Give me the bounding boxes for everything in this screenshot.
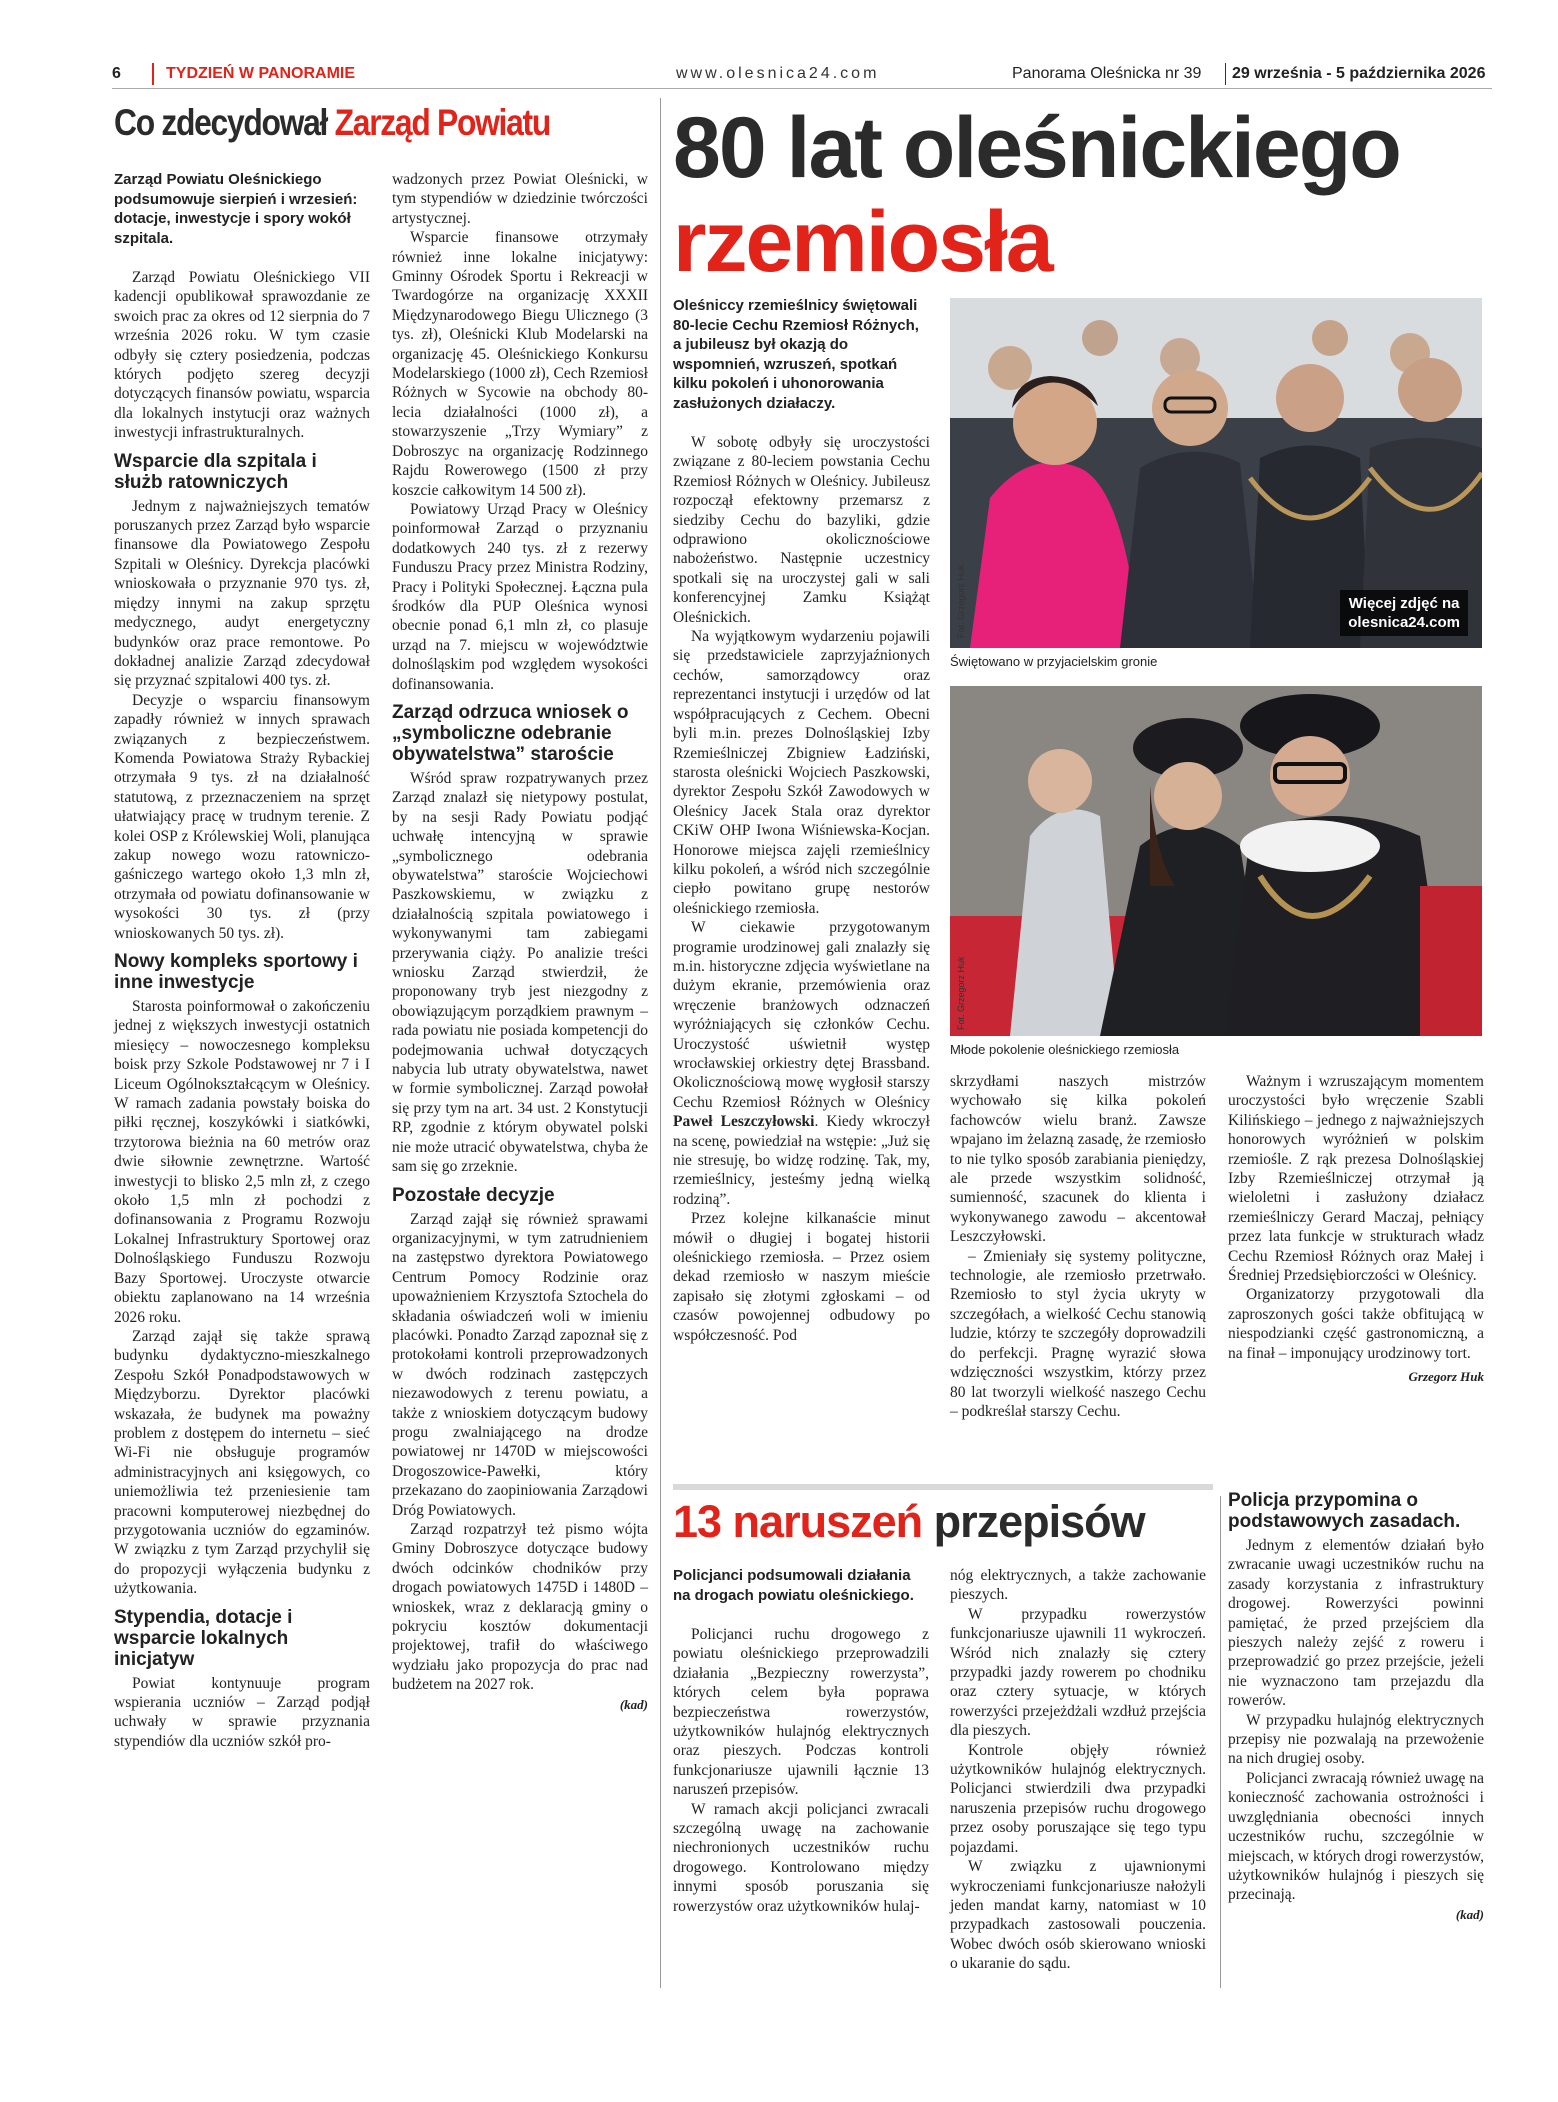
- author-sign: (kad): [1455, 1906, 1484, 1922]
- photo-young-generation-illustration: [950, 686, 1482, 1036]
- article-title: [673, 1496, 1145, 1548]
- photo-credit: Fot. Grzegorz Huk: [956, 564, 966, 638]
- website: www.olesnica24.com: [676, 65, 880, 82]
- paragraph: Zarząd zajął się także sprawą budynku dydaktyczno-mieszkalnego Zespołu Szkół Ponadpodstawowych w Międzyborzu. Dyrektor placówki wskazała, że budynek ma poważny problem z dostępem do internetu – sieć Wi-Fi nie obsługuje programów administracyjnych ani księgowych, co uniemożliwia też przeniesienie tam pracowni komputerowej niezbędnej do przygotowania uczniów do egzaminów. W związku z tym Zarząd przychylił się do propozycji wyłączenia budynku z użytkowania.: [114, 1327, 370, 1598]
- paragraph: Powiat kontynuuje program wspierania uczniów – Zarząd podjął uchwały w sprawie przyznania stypendiów dla uczniów szkół pro-: [114, 1674, 370, 1750]
- article-column-2: [950, 1566, 1206, 1974]
- article-column-3: [1228, 1490, 1484, 1924]
- photo-celebration: [950, 298, 1482, 648]
- paragraph: – Zmieniały się systemy polityczne, technologie, ale rzemiosło przetrwało. Rzemiosło to styl życia ukryty w szczegółach, a wielkość Cechu stanowią ludzie, którzy te szczegóły doprowadzili do perfekcji. Pragnę wyrazić słowa wdzięczności wszystkim, którzy przez 80 lat tworzyli wielkość naszego Cechu – podkreślał starszy Cechu.: [950, 1247, 1206, 1420]
- photo-caption: Młode pokolenie oleśnickiego rzemiosła: [950, 1042, 1180, 1057]
- title-part-b: przepisów: [933, 1496, 1145, 1547]
- subheading: Stypendia, dotacje i wsparcie lokalnych inicjatyw: [114, 1606, 293, 1670]
- issue-name: Panorama Oleśnicka nr 39: [1012, 65, 1202, 82]
- title-part-b: Zarząd Powiatu: [334, 102, 550, 143]
- paragraph: Zarząd zajął się również sprawami organizacyjnymi, w tym zatrudnieniem na zastępstwo dyrektora Powiatowego Centrum Pomocy Rodzinie oraz upoważnieniem Krzysztofa Sztochela do składania oświadczeń woli w imieniu placówki. Ponadto Zarząd zapoznał się z protokołami kontroli przeprowadzonych w dwóch rodzinach zastępczych niezawodowych z terenu powiatu, a także z wnioskiem dotyczącym budowy progu zwalniającego na drodze powiatowej nr 1470D w miejscowości Drogoszowice-Pawełki, który przekazano do zaopiniowania Zarządowi Dróg Powiatowych.: [392, 1210, 648, 1519]
- subheading: Pozostałe decyzje: [392, 1184, 555, 1206]
- column-divider: [1220, 1496, 1221, 1988]
- paragraph: [673, 918, 930, 1209]
- more-photos-badge[interactable]: [1340, 590, 1468, 636]
- subheading: Zarząd odrzuca wniosek o „symboliczne odebranie obywatelstwa” staroście: [392, 701, 629, 765]
- article-title-line-1: 80 lat oleśnickiego: [673, 100, 1400, 196]
- page-header: [112, 63, 1492, 87]
- badge-line: Więcej zdjęć na: [1348, 595, 1460, 612]
- article-separator: [673, 1484, 1213, 1490]
- paragraph-text: . Kiedy wkroczył na scenę, powiedział na wstępie: „Już się nie stresuję, bo widzę rodzinę. Tak, my, rzemieślnicy, jesteśmy jedną wielką rodziną”.: [673, 1113, 930, 1208]
- subheading: Policja przypomina o podstawowych zasadach.: [1228, 1490, 1461, 1532]
- paragraph: Na wyjątkowym wydarzeniu pojawili się przedstawiciele zaprzyjaźnionych cechów, samorządowcy oraz reprezentanci instytucji i urzędów od lat współpracujących z Cechem. Obecni byli m.in. prezes Dolnośląskiej Izby Rzemieślniczej Zbigniew Ładziński, starosta oleśnicki Wojciech Paszkowski, dyrektor Zespołu Szkół Zawodowych w Oleśnicy Jacek Stala oraz dyrektor CKiW OHP Iwona Wiśniewska-Kocjan. Honorowe miejsca zajęli rzemieślnicy kilku pokoleń, a wśród nich szczególnie ciepło powitano grupę nestorów oleśnickiego rzemiosła.: [673, 628, 930, 917]
- section-name: TYDZIEŃ W PANORAMIE: [166, 65, 356, 82]
- paragraph: W ramach akcji policjanci zwracali szczególną uwagę na zachowanie niechronionych uczestników ruchu drogowego. Kontrolowano między innymi sposób poruszania się rowerzystów oraz użytkowników hulaj-: [673, 1800, 929, 1915]
- title-part-a: 13 naruszeń: [673, 1496, 923, 1547]
- article-column-2: [392, 170, 648, 1714]
- article-lead: Policjanci podsumowali działania na drogach powiatu oleśnickiego.: [673, 1567, 914, 1604]
- title-part-a: Co zdecydował: [114, 102, 328, 143]
- paragraph: Policjanci ruchu drogowego z powiatu oleśnickiego przeprowadzili działania „Bezpieczny rowerzysta”, których celem była poprawa bezpieczeństwa rowerzystów, użytkowników hulajnóg elektrycznych oraz pieszych. Podczas kontroli funkcjonariusze ujawnili łącznie 13 naruszeń przepisów.: [673, 1626, 929, 1799]
- paragraph: Kontrole objęły również użytkowników hulajnóg elektrycznych. Policjanci stwierdzili dwa przypadki naruszenia przepisów ruchu drogowego przez osoby poruszające się tego typu pojazdami.: [950, 1741, 1206, 1856]
- article-title-line-2: rzemiosła: [673, 194, 1052, 290]
- issue-dates: 29 września - 5 października 2026: [1232, 65, 1486, 82]
- header-divider-2: [1225, 63, 1226, 85]
- paragraph: nóg elektrycznych, a także zachowanie pieszych.: [950, 1567, 1206, 1604]
- article-lead: Oleśniccy rzemieślnicy świętowali 80-lecie Cechu Rzemiosł Różnych, a jubileusz był okazją do wspomnień, wzruszeń, spotkań kilku pokoleń i uhonorowania zasłużonych działaczy.: [673, 297, 919, 412]
- badge-link: olesnica24.com: [1348, 614, 1460, 631]
- header-rule: [112, 88, 1492, 89]
- paragraph: Decyzje o wsparciu finansowym zapadły również w innych sprawach związanych z bezpieczeństwem. Komenda Powiatowa Straży Rybackiej otrzymała 9 tys. zł na działalność statutową, z przeznaczeniem na sprzęt ułatwiający pracę w trudnym terenie. Z kolei OSP z Królewskiej Woli, planująca zakup nowego wozu ratowniczo-gaśniczego wartego około 1,3 mln zł, otrzymała od powiatu dofinansowanie w wysokości 30 tys. zł (przy wnioskowanych 50 tys. zł).: [114, 691, 370, 942]
- paragraph: Zarząd rozpatrzył też pismo wójta Gminy Dobroszyce dotyczące budowy dwóch odcinków chodników przy drogach powiatowych 1475D i 1480D – wnioskek, wraz z deklaracją gminy o pokryciu kosztów dokumentacji projektowej, trafił do właściwego wydziału jako propozycja do prac nad budżetem na 2027 rok.: [392, 1521, 648, 1694]
- paragraph: Policjanci zwracają również uwagę na konieczność zachowania ostrożności i uwzględniania obecności innych uczestników ruchu, szczególnie w miejscach, w których drogi rowerzystów, użytkowników hulajnóg i pieszych się przecinają.: [1228, 1769, 1484, 1904]
- page-number: 6: [112, 65, 121, 82]
- photo-caption: Świętowano w przyjacielskim gronie: [950, 654, 1158, 669]
- header-divider: [152, 63, 154, 85]
- article-column-1: [673, 1566, 929, 1916]
- speaker-name: Paweł Leszczyłowski: [673, 1113, 815, 1131]
- paragraph: Jednym z najważniejszych tematów poruszanych przez Zarząd było wsparcie finansowe dla Powiatowego Zespołu Szpitali w Oleśnicy. Dyrekcja placówki wnioskowała o przyznanie 970 tys. zł, między innymi na zakup sprzętu medycznego, audyt energetyczny budynków oraz prace remontowe. Po dokładnej analizie Zarząd zdecydował się przyznać szpitalowi 400 tys. zł.: [114, 497, 370, 690]
- paragraph: Wsparcie finansowe otrzymały również inne lokalne inicjatywy: Gminny Ośrodek Sportu i Rekreacji w Twardogórze na organizację XXXII Międzynarodowego Biegu Ulicznego (3 tys. zł), Oleśnicki Klub Modelarski na organizację 45. Oleśnickiego Konkursu Modelarskiego (1000 zł), Cech Rzemiosł Różnych w Sycowie na obchody 80-lecia działalności (1000 zł), a stowarzyszenie „Trzy Wymiary” z Dobroszyc na organizację Rodzinnego Rajdu Rowerowego (1500 zł przy koszcie całkowitym 14 500 zł).: [392, 229, 648, 499]
- article-column-1: [114, 170, 370, 1751]
- photo-credit: Fot. Grzegorz Huk: [956, 956, 966, 1030]
- column-divider: [660, 98, 661, 1988]
- article-title: [114, 102, 578, 144]
- article-column-3: [1228, 1072, 1484, 1387]
- paragraph: wadzonych przez Powiat Oleśnicki, w tym stypendiów w dziedzinie twórczości artystycznej.: [392, 171, 648, 227]
- paragraph: skrzydłami naszych mistrzów wychowało się kilka pokoleń fachowców wielu branż. Zawsze wpajano im żelazną zasadę, że rzemiosło to nie tylko sposób zarabiania pieniędzy, ale przede wszystkim solidność, sumienność, szacunek do klienta i wykonywanego zawodu – akcentował Leszczyłowski.: [950, 1073, 1206, 1246]
- article-column-2: [950, 1072, 1206, 1421]
- author-sign: Grzegorz Huk: [1408, 1369, 1484, 1385]
- subheading: Nowy kompleks sportowy i inne inwestycje: [114, 951, 358, 993]
- paragraph: Wśród spraw rozpatrywanych przez Zarząd znalazł się nietypowy postulat, by na sesji Rady Powiatu podjąć uchwałę intencyjną w sprawie „symbolicznego odebrania obywatelstwa” staroście Wojciechowi Paszkowskiemu, w związku z działalnością szpitala powiatowego i wykonywanymi tam zabiegami przerywania ciąży. Po analizie treści wniosku Zarząd stwierdził, że proponowany tryb jest niezgodny z obowiązującym porządkiem prawnym – rada powiatu nie posiada kompetencji do podejmowania uchwał dotyczących nabycia lub utraty obywatelstwa, nawet w formie symbolicznej. Zarząd powołał się przy tym na art. 34 ust. 2 Konstytucji RP, zgodnie z którym obywatel polski nie może utracić obywatelstwa, chyba że sam się go zrzeknie.: [392, 769, 648, 1176]
- paragraph: Powiatowy Urząd Pracy w Oleśnicy poinformował Zarząd o przyznaniu dodatkowych 240 tys. zł z rezerwy Funduszu Pracy przez Ministra Rodziny, Pracy i Polityki Społecznej. Łączna pula środków dla PUP Oleśnica wynosi obecnie ponad 6,1 mln zł, co plasuje urząd na 7. miejscu w województwie dolnośląskim pod względem wysokości dofinansowania.: [392, 500, 648, 693]
- paragraph-text: W ciekawie przygotowanym programie urodzinowej gali znalazły się m.in. historyczne zdjęcia wyświetlane na dużym ekranie, przemówienia oraz wręczenie branżowych odznaczeń wyróżniających się członków Cechu. Uroczystość uświetnił występ wrocławskiej orkiestry dętej Brassband. Okolicznościową mowę wygłosił starszy Cechu Rzemiosł Różnych w Oleśnicy: [673, 919, 930, 1111]
- author-sign: (kad): [619, 1696, 648, 1712]
- paragraph: W przypadku rowerzystów funkcjonariusze ujawnili 11 wykroczeń. Wśród nich znalazły się cztery przypadki jazdy rowerem po chodniku oraz cztery sytuacje, w których rowerzyści przejeżdżali wzdłuż przejścia dla pieszych.: [950, 1605, 1206, 1740]
- paragraph: W związku z ujawnionymi wykroczeniami funkcjonariusze nałożyli jeden mandat karny, natomiast w 10 przypadkach zastosowali pouczenia. Wobec dwóch osób skierowano wnioski o ukaranie do sądu.: [950, 1858, 1206, 1973]
- article-lead: Zarząd Powiatu Oleśnickiego podsumowuje sierpień i wrzesień: dotacje, inwestycje i spory wokół szpitala.: [114, 171, 358, 247]
- article-column-1: [673, 296, 930, 1345]
- paragraph: Organizatorzy przygotowali dla zaproszonych gości także obfitującą w niespodzianki część gastronomiczną, a na finał – imponujący urodzinowy tort.: [1228, 1286, 1484, 1362]
- paragraph: Ważnym i wzruszającym momentem uroczystości było wręczenie Szabli Kilińskiego – jednego z najważniejszych honorowych wyróżnień w polskim rzemiośle. Z rąk prezesa Dolnośląskiej Izby Rzemieślniczej otrzymał ją wieloletni i zasłużony działacz rzemieślniczy Gerard Maczaj, pełniący przez lata funkcje w strukturach władz Cechu Rzemiosł Różnych oraz Małej i Średniej Przedsiębiorczości w Oleśnicy.: [1228, 1073, 1484, 1285]
- paragraph: W sobotę odbyły się uroczystości związane z 80-leciem powstania Cechu Rzemiosł Różnych w Oleśnicy. Jubileusz rozpoczął efektowny przemarsz z siedziby Cechu do bazyliki, gdzie odprawiono okolicznościowe nabożeństwo. Następnie uczestnicy spotkali się na uroczystej gali w sali konferencyjnej Zamku Książąt Oleśnickich.: [673, 434, 930, 626]
- paragraph: Starosta poinformował o zakończeniu jednej z większych inwestycji ostatnich miesięcy – nowoczesnego kompleksu boisk przy Szkole Podstawowej nr 7 i I Liceum Ogólnokształcącym w Oleśnicy. W ramach zadania powstały boiska do piłki ręcznej, koszykówki i siatkówki, trzytorowa bieżnia na 60 metrów oraz dwie siłownie zewnętrzne. Wartość inwestycji to blisko 2,5 mln zł, z czego około 1,5 mln zł pochodzi z dofinansowania z Programu Rozwoju Lokalnej Infrastruktury Sportowej oraz Dolnośląskiego Funduszu Rozwoju Bazy Sportowej. Uroczyste otwarcie obiektu zaplanowano na 14 września 2026 roku.: [114, 998, 370, 1326]
- paragraph: W przypadku hulajnóg elektrycznych przepisy nie pozwalają na przewożenie na nich drugiej osoby.: [1228, 1711, 1484, 1768]
- photo-young-generation: [950, 686, 1482, 1036]
- paragraph: Jednym z elementów działań było zwracanie uwagi uczestników ruchu na zasady korzystania z infrastruktury drogowej. Rowerzyści powinni pamiętać, że przed przejściem dla pieszych należy zejść z roweru i przeprowadzić go przez przejście, jeżeli nie wyznaczono tam przejazdu dla rowerów.: [1228, 1537, 1484, 1710]
- paragraph: Przez kolejne kilkanaście minut mówił o długiej i bogatej historii oleśnickiego rzemiosła. – Przez osiem dekad rzemiosło w naszym mieście zapisało się złotymi zgłoskami – od czasów powojennej odbudowy po współczesność. Pod: [673, 1210, 930, 1344]
- paragraph: Zarząd Powiatu Oleśnickiego VII kadencji opublikował sprawozdanie ze swoich prac za okres od 12 sierpnia do 7 września 2026 roku. W tym czasie odbyły się cztery posiedzenia, podczas których podjęto szereg decyzji dotyczących finansów powiatu, wsparcia dla lokalnych instytucji oraz ważnych inwestycji infrastrukturalnych.: [114, 269, 370, 442]
- subheading: Wsparcie dla szpitala i służb ratowniczych: [114, 450, 317, 493]
